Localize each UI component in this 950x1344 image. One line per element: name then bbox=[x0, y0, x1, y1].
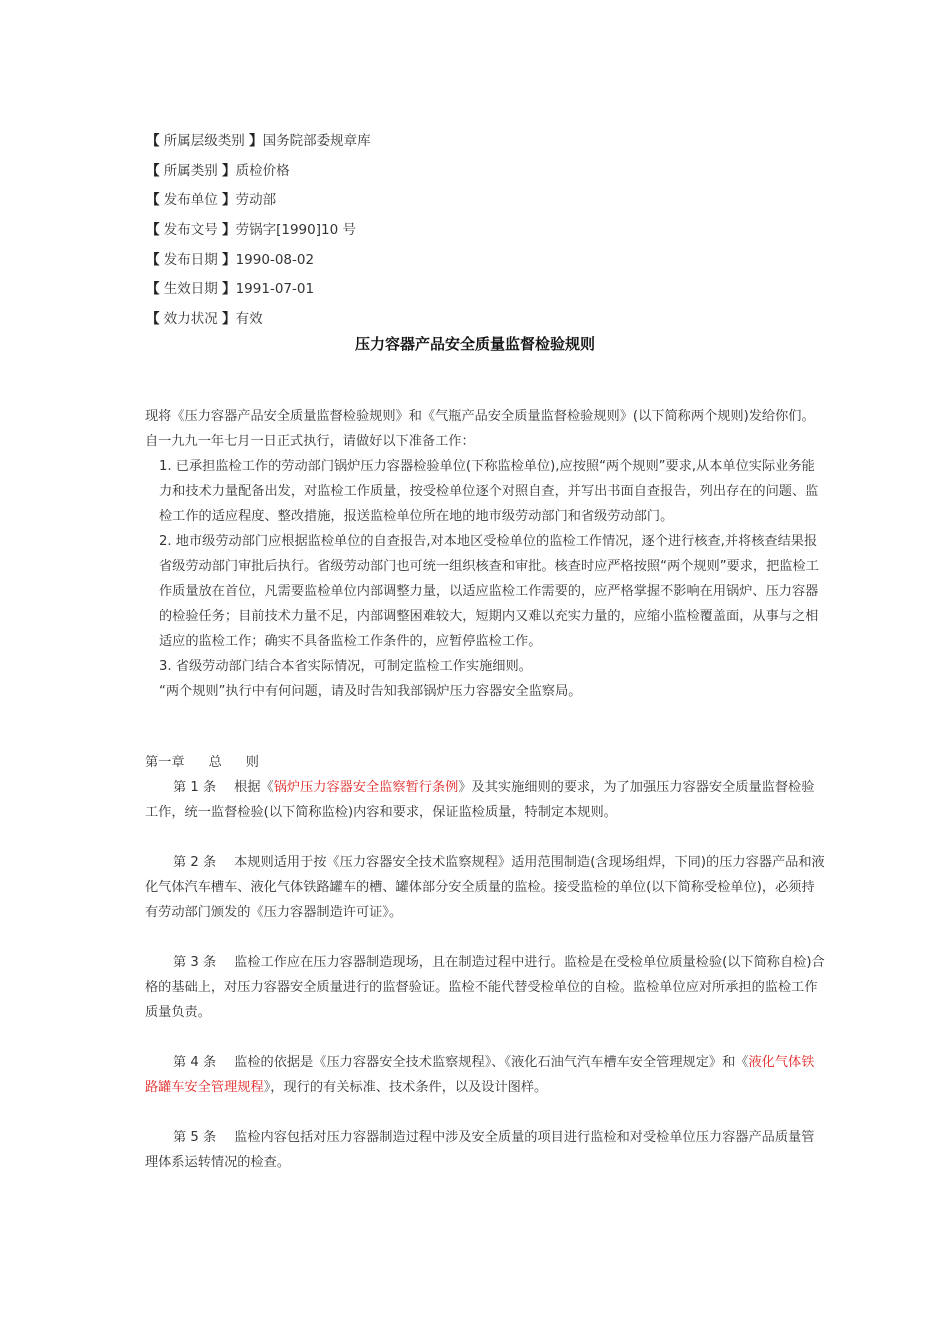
meta-status-label: 效力状况 bbox=[163, 311, 218, 328]
metadata-block bbox=[146, 127, 806, 335]
meta-doc-no-label: 发布文号 bbox=[163, 222, 218, 239]
spacer bbox=[145, 925, 825, 950]
meta-effective-date-label: 生效日期 bbox=[163, 281, 218, 298]
meta-effective-date-value: 1991-07-01 bbox=[235, 281, 315, 298]
meta-issuer: 【 发布单位 】劳动部 bbox=[146, 192, 277, 209]
meta-doc-no: 【 发布文号 】劳锅字[1990]10 号 bbox=[146, 222, 356, 239]
document-title: 压力容器产品安全质量监督检验规则 bbox=[354, 335, 595, 353]
article-1-no: 第 1 条 bbox=[173, 780, 217, 795]
notice-item-2: 2. 地市级劳动部门应根据监检单位的自查报告,对本地区受检单位的监检工作情况，逐个进行核查,并将核查结果报省级劳动部门审批后执行。省级劳动部门也可统一组织核查和审批。核查时应严格按照“两个规则”要求，把监检工作质量放在首位，凡需要监检单位内部调整力量，以适应监检工作需要的，应严格掌握不影响在用锅炉、压力容器的检验任务；目前技术力量不足，内部调整困难较大，短期内又难以充实力量的，应缩小监检覆盖面，从事与之相适应的监检工作；确实不具备监检工作条件的，应暂停监检工作。 bbox=[159, 534, 819, 649]
chapter-name-1: 总 bbox=[208, 755, 222, 770]
meta-category: 【 所属类别 】质检价格 bbox=[146, 162, 290, 179]
notice-item-1: 1. 已承担监检工作的劳动部门锅炉压力容器检验单位(下称监检单位),应按照“两个规则”要求,从本单位实际业务能力和技术力量配备出发，对监检工作质量，按受检单位逐个对照自查，并写出书面自查报告，列出存在的问题、监检工作的适应程度、整改措施，报送监检单位所在地的地市级劳动部门和省级劳动部门。 bbox=[159, 459, 819, 524]
meta-category-value: 质检价格 bbox=[235, 162, 290, 179]
notice-item-3: 3. 省级劳动部门结合本省实际情况，可制定监检工作实施细则。 bbox=[159, 659, 532, 674]
document-body bbox=[145, 404, 825, 1175]
meta-level: 【 所属层级类别 】国务院部委规章库 bbox=[146, 133, 371, 149]
chapter-name-2: 则 bbox=[245, 755, 259, 770]
article-4-no: 第 4 条 bbox=[173, 1055, 217, 1070]
article-2-no: 第 2 条 bbox=[173, 855, 217, 870]
meta-issue-date-label: 发布日期 bbox=[163, 251, 218, 268]
chapter-no: 第一章 bbox=[145, 755, 185, 770]
article-5-no: 第 5 条 bbox=[173, 1130, 217, 1145]
article-3 bbox=[145, 950, 825, 1025]
notice-intro: 现将《压力容器产品安全质量监督检验规则》和《气瓶产品安全质量监督检验规则》(以下简称两个规则)发给你们。自一九九一年七月一日正式执行，请做好以下准备工作： bbox=[145, 409, 815, 449]
meta-level-value: 国务院部委规章库 bbox=[262, 133, 371, 149]
article-3-no: 第 3 条 bbox=[173, 955, 217, 970]
meta-issue-date-value: 1990-08-02 bbox=[235, 251, 315, 268]
meta-status: 【 效力状况 】有效 bbox=[146, 311, 263, 328]
meta-effective-date: 【 生效日期 】1991-07-01 bbox=[146, 281, 315, 298]
meta-doc-no-value: 劳锅字[1990]10 号 bbox=[235, 222, 356, 239]
meta-level-label: 所属层级类别 bbox=[163, 133, 245, 149]
notice-closing: “两个规则”执行中有何问题，请及时告知我部锅炉压力容器安全监察局。 bbox=[159, 684, 582, 699]
article-2 bbox=[145, 850, 825, 925]
meta-issue-date: 【 发布日期 】1990-08-02 bbox=[146, 251, 315, 268]
meta-category-label: 所属类别 bbox=[163, 162, 218, 179]
meta-issuer-label: 发布单位 bbox=[163, 192, 218, 209]
meta-issuer-value: 劳动部 bbox=[235, 192, 277, 209]
chapter-heading bbox=[145, 750, 825, 775]
spacer bbox=[145, 825, 825, 850]
spacer bbox=[145, 1025, 825, 1050]
regulation-link-1[interactable]: 锅炉压力容器安全监察暂行条例 bbox=[273, 780, 459, 795]
article-1 bbox=[145, 775, 825, 825]
article-5 bbox=[145, 1125, 825, 1175]
article-4-pre: 监检的依据是《压力容器安全技术监察规程》、《液化石油气汽车槽车安全管理规定》和《 bbox=[234, 1055, 749, 1070]
article-3-text: 监检工作应在压力容器制造现场，且在制造过程中进行。监检是在受检单位质量检验(以下简称自检)合格的基础上，对压力容器安全质量进行的监督验证。监检不能代替受检单位的自检。监检单位应对所承担的监检工作质量负责。 bbox=[145, 955, 825, 1020]
article-5-text: 监检内容包括对压力容器制造过程中涉及安全质量的项目进行监检和对受检单位压力容器产品质量管理体系运转情况的检查。 bbox=[145, 1130, 815, 1170]
article-4 bbox=[145, 1050, 825, 1100]
article-1-post: 》及其实施细则的要求，为了加强压力容器安全质量监督检验工作，统一监督检验(以下简称监检)内容和要求，保证监检质量，特制定本规则。 bbox=[145, 780, 815, 820]
spacer bbox=[145, 704, 825, 750]
article-1-pre: 根据《 bbox=[234, 780, 274, 795]
article-2-text: 本规则适用于按《压力容器安全技术监察规程》适用范围制造(含现场组焊，下同)的压力容器产品和液化气体汽车槽车、液化气体铁路罐车的槽、罐体部分安全质量的监检。接受监检的单位(以下简称受检单位)，必须持有劳动部门颁发的《压力容器制造许可证》。 bbox=[145, 855, 825, 920]
article-4-post: 》，现行的有关标准、技术条件，以及设计图样。 bbox=[263, 1080, 548, 1095]
spacer bbox=[145, 1100, 825, 1125]
meta-status-value: 有效 bbox=[235, 311, 263, 328]
regulation-link-2[interactable]: 液化气体铁路罐车安全管理规程 bbox=[145, 1055, 815, 1095]
